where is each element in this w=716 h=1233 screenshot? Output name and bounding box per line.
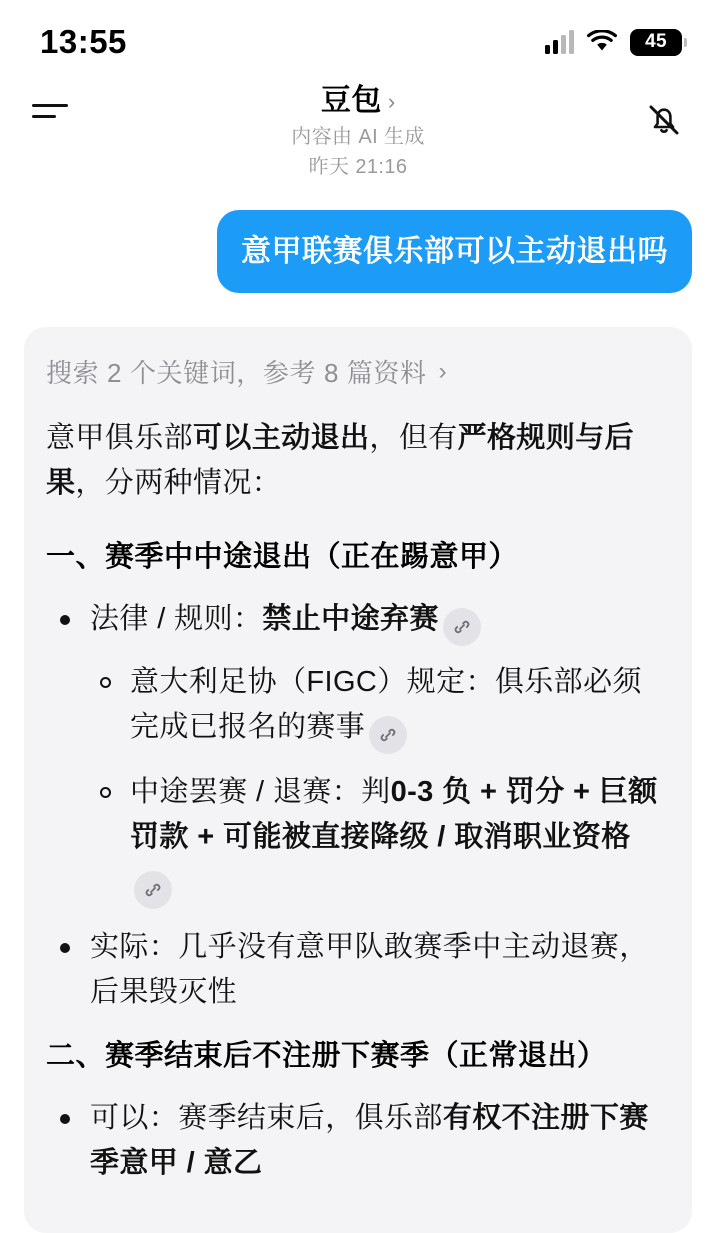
chevron-right-icon: › xyxy=(438,357,448,385)
mute-bell-icon[interactable] xyxy=(642,98,686,142)
section-1-sublist xyxy=(90,660,670,909)
item-text: 实际：几乎没有意甲队敢赛季中主动退赛，后果毁灭性 xyxy=(90,930,649,1008)
page-title: 豆包 xyxy=(320,84,382,117)
section-1-list xyxy=(46,597,670,1015)
item-text-tail: 意甲 / 意乙 xyxy=(119,1146,263,1179)
subitem-text: 中途罢赛 / 退赛：判 xyxy=(130,775,391,808)
chevron-right-icon: › xyxy=(387,89,396,114)
user-message-row xyxy=(24,210,692,293)
citation-link-icon[interactable] xyxy=(369,716,407,754)
nav-center xyxy=(291,86,425,177)
list-item xyxy=(90,770,670,909)
answer-intro-paragraph xyxy=(46,416,670,506)
intro-bold-1: 可以主动退出 xyxy=(193,422,370,454)
list-item xyxy=(46,1096,670,1186)
intro-part-1: 意甲俱乐部 xyxy=(46,422,194,454)
subitem-text: 意大利足协（FIGC）规定：俱乐部必须完成已报名的赛事 xyxy=(130,665,642,743)
nav-title-row[interactable] xyxy=(291,86,425,116)
item-text: 法律 / 规则： xyxy=(90,602,263,635)
user-message-bubble[interactable]: 意甲联赛俱乐部可以主动退出吗 xyxy=(217,210,692,293)
ai-generated-note: 内容由 AI 生成 xyxy=(291,126,425,148)
battery-icon xyxy=(630,29,682,56)
timestamp: 昨天 21:16 xyxy=(308,156,408,178)
citation-link-icon[interactable] xyxy=(134,871,172,909)
status-indicators xyxy=(545,21,682,56)
item-text: 可以：赛季结束后，俱乐部 xyxy=(90,1101,443,1134)
list-item xyxy=(46,597,670,909)
intro-bold-2: 严格规则与后果 xyxy=(46,422,635,499)
status-time: 13:55 xyxy=(40,23,127,60)
battery-level: 45 xyxy=(645,31,667,52)
list-item xyxy=(90,660,670,754)
assistant-answer-card xyxy=(24,327,692,1233)
wifi-icon xyxy=(586,30,618,54)
intro-part-3: ，分两种情况： xyxy=(75,466,282,499)
subitem-text-bold: 0-3 负 + 罚分 + 巨额罚款 + 可能被直接降级 / 取消职业资格 xyxy=(130,775,658,853)
signal-icon xyxy=(545,30,574,54)
item-text-bold: 有权不注册下赛季 xyxy=(90,1101,649,1179)
status-bar xyxy=(0,0,716,76)
intro-part-2: ，但有 xyxy=(369,422,458,454)
nav-bar xyxy=(0,76,716,186)
hamburger-menu-icon[interactable] xyxy=(32,98,72,128)
search-refs-text: 参考 8 篇资料 xyxy=(262,358,427,388)
citation-link-icon[interactable] xyxy=(443,608,481,646)
list-item xyxy=(46,925,670,1015)
item-text-bold: 禁止中途弃赛 xyxy=(262,602,439,635)
search-summary[interactable] xyxy=(46,353,670,390)
section-2-list xyxy=(46,1096,670,1186)
section-2-heading: 二、赛季结束后不注册下赛季（正常退出） xyxy=(46,1039,607,1072)
search-keywords-text: 搜索 2 个关键词， xyxy=(46,358,263,388)
section-1-heading: 一、赛季中中途退出（正在踢意甲） xyxy=(46,540,519,573)
